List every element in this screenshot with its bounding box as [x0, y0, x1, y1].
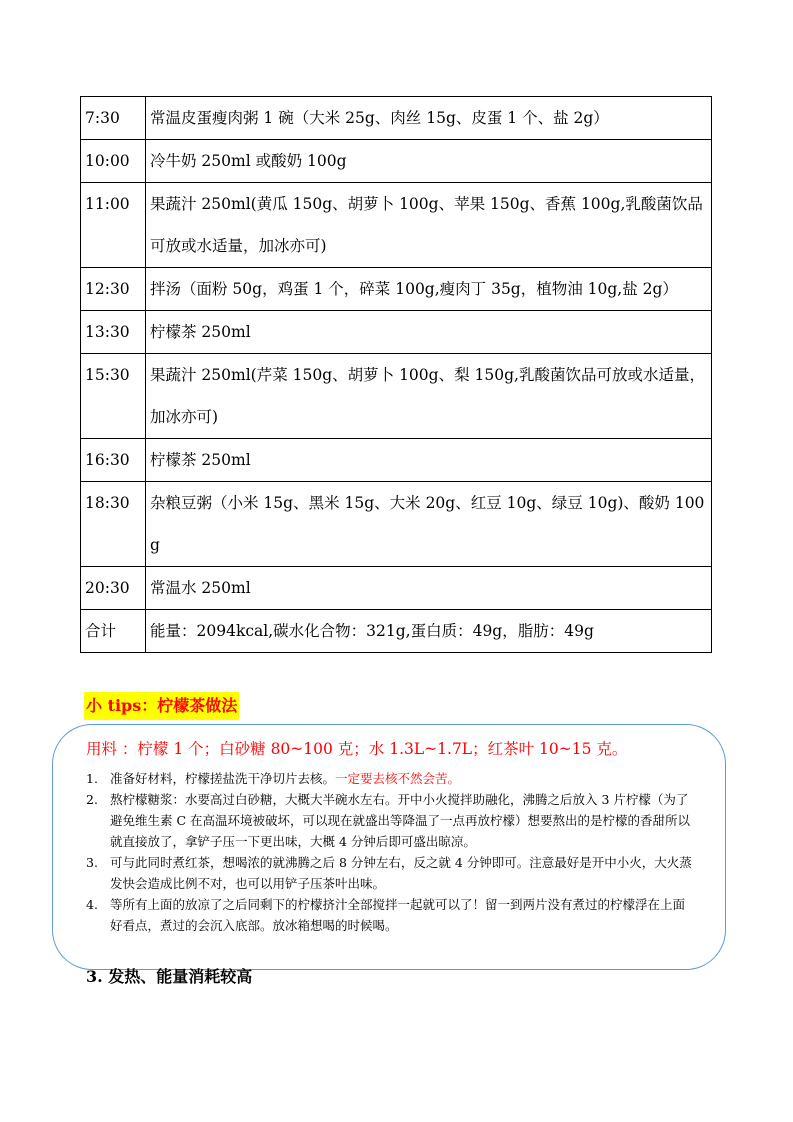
table-row	[81, 268, 712, 311]
table-row	[81, 567, 712, 610]
step-text: 可与此同时煮红茶，想喝浓的就沸腾之后 8 分钟左右，反之就 4 分钟即可。注意最好是开中小火，大火蒸发快会造成比例不对，也可以用铲子压茶叶出味。	[110, 855, 692, 891]
time-cell: 18:30	[81, 482, 146, 567]
content-cell: 果蔬汁 250ml(黄瓜 150g、胡萝卜 100g、苹果 150g、香蕉 100g,乳酸菌饮品可放或水适量，加冰亦可)	[146, 183, 712, 268]
step-text: 熬柠檬糖浆：水要高过白砂糖，大概大半碗水左右。开中小火搅拌助融化，沸腾之后放入 3 片柠檬（为了避免维生素 C 在高温环境被破坏，可以现在就盛出等降温了一点再放柠檬）想要熬出的是柠檬的香甜所以就直接放了，拿铲子压一下更出味，大概 4 分钟后即可盛出晾凉。	[110, 792, 691, 849]
list-item	[86, 894, 694, 936]
time-cell: 16:30	[81, 439, 146, 482]
total-content-cell: 能量：2094kcal,碳水化合物：321g,蛋白质：49g，脂肪：49g	[146, 610, 712, 653]
table-row	[81, 482, 712, 567]
list-item	[86, 852, 694, 894]
time-cell: 12:30	[81, 268, 146, 311]
tips-ingredients: 用料 ：柠檬 1 个；白砂糖 80~100 克；水 1.3L~1.7L；红茶叶 10~15 克。	[86, 740, 628, 758]
total-label-cell: 合计	[81, 610, 146, 653]
table-row	[81, 183, 712, 268]
list-item	[86, 768, 694, 789]
content-cell: 常温皮蛋瘦肉粥 1 碗（大米 25g、肉丝 15g、皮蛋 1 个、盐 2g）	[146, 97, 712, 140]
list-item	[86, 789, 694, 852]
table-row	[81, 140, 712, 183]
time-cell: 11:00	[81, 183, 146, 268]
content-cell: 冷牛奶 250ml 或酸奶 100g	[146, 140, 712, 183]
tips-title: 小 tips：柠檬茶做法	[84, 692, 239, 720]
step-number: 4.	[86, 897, 98, 912]
content-cell: 杂粮豆粥（小米 15g、黑米 15g、大米 20g、红豆 10g、绿豆 10g)、酸奶 100g	[146, 482, 712, 567]
time-cell: 7:30	[81, 97, 146, 140]
tips-steps-list	[86, 768, 694, 936]
content-cell: 柠檬茶 250ml	[146, 311, 712, 354]
table-row	[81, 354, 712, 439]
content-cell: 拌汤（面粉 50g，鸡蛋 1 个，碎菜 100g,瘦肉丁 35g，植物油 10g,盐 2g）	[146, 268, 712, 311]
table-row-total	[81, 610, 712, 653]
step-text: 等所有上面的放凉了之后同剩下的柠檬挤汁全部搅拌一起就可以了！留一到两片没有煮过的柠檬浮在上面好看点，煮过的会沉入底部。放冰箱想喝的时候喝。	[110, 897, 686, 933]
time-cell: 13:30	[81, 311, 146, 354]
table-row	[81, 97, 712, 140]
content-cell: 柠檬茶 250ml	[146, 439, 712, 482]
step-number: 2.	[86, 792, 98, 807]
table-row	[81, 439, 712, 482]
table-row	[81, 311, 712, 354]
time-cell: 10:00	[81, 140, 146, 183]
step-text: 准备好材料，柠檬搓盐洗干净切片去核。	[110, 771, 336, 786]
time-cell: 15:30	[81, 354, 146, 439]
meal-schedule-table	[80, 96, 712, 653]
step-number: 1.	[86, 771, 98, 786]
step-warning: 一定要去核不然会苦。	[335, 771, 461, 786]
time-cell: 20:30	[81, 567, 146, 610]
section-heading: 3. 发热、能量消耗较高	[86, 967, 253, 986]
content-cell: 果蔬汁 250ml(芹菜 150g、胡萝卜 100g、梨 150g,乳酸菌饮品可放或水适量，加冰亦可)	[146, 354, 712, 439]
content-cell: 常温水 250ml	[146, 567, 712, 610]
step-number: 3.	[86, 855, 98, 870]
